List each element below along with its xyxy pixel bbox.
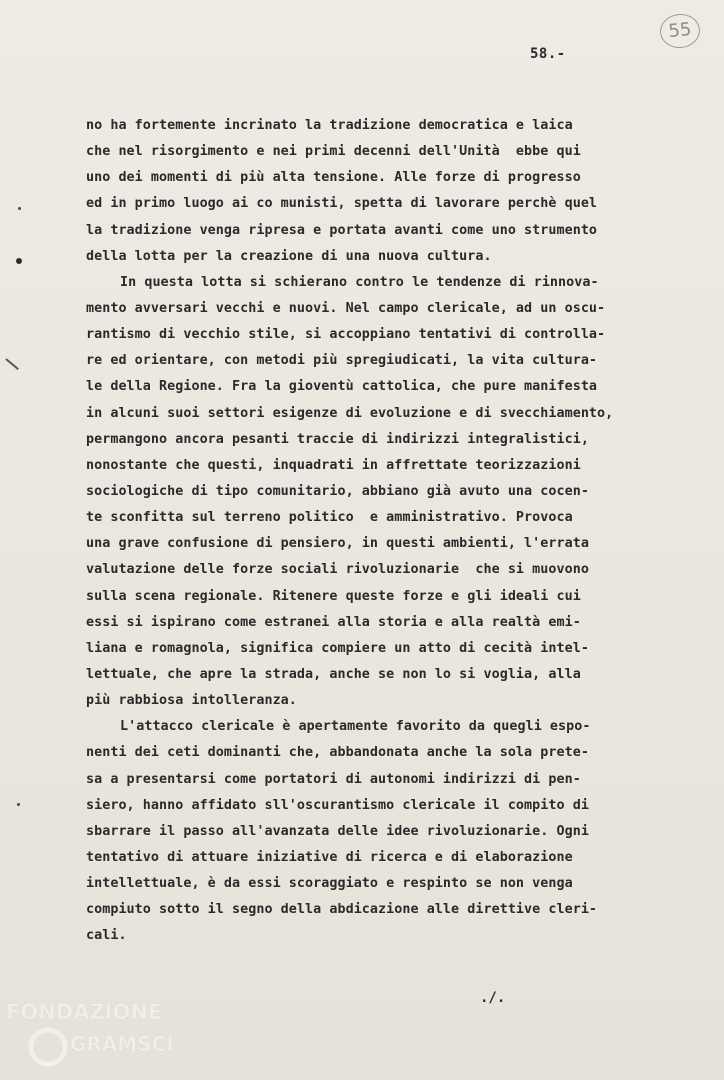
- text-line: che nel risorgimento e nei primi decenni dell'Unità ebbe qui: [86, 144, 581, 160]
- text-line: nonostante che questi, inquadrati in affrettate teorizzazioni: [86, 457, 581, 473]
- text-line: nenti dei ceti dominanti che, abbandonata anche la sola prete-: [86, 745, 589, 761]
- text-line: compiuto sotto il segno della abdicazione alle direttive cleri-: [86, 902, 598, 918]
- punch-hole-mark: [16, 258, 22, 264]
- text-line: la tradizione venga ripresa e portata avanti come uno strumento: [86, 222, 598, 238]
- page-number: 58.-: [530, 46, 566, 62]
- text-line: intellettuale, è da essi scoraggiato e respinto se non venga: [86, 876, 573, 892]
- fondazione-gramsci-watermark: [4, 995, 204, 1075]
- text-line: re ed orientare, con metodi più spregiudicati, la vita cultura-: [86, 353, 598, 369]
- text-line: te sconfitta sul terreno politico e amministrativo. Provoca: [86, 510, 573, 526]
- text-line: una grave confusione di pensiero, in questi ambienti, l'errata: [86, 536, 589, 552]
- text-line: sulla scena regionale. Ritenere queste forze e gli ideali cui: [86, 588, 581, 604]
- text-line: rantismo di vecchio stile, si accoppiano tentativi di controlla-: [86, 327, 606, 343]
- margin-tick-mark: [5, 358, 19, 370]
- margin-dot-mark-lower: [17, 803, 20, 806]
- watermark-line-1: FONDAZIONE: [6, 1000, 163, 1024]
- typed-text-body: [86, 113, 686, 950]
- text-line: permangono ancora pesanti traccie di indirizzi integralistici,: [86, 431, 589, 447]
- text-line: uno dei momenti di più alta tensione. Alle forze di progresso: [86, 170, 581, 186]
- text-line: no ha fortemente incrinato la tradizione democratica e laica: [86, 118, 573, 133]
- text-line: cali.: [86, 928, 127, 944]
- text-line: tentativo di attuare iniziative di ricerca e di elaborazione: [86, 849, 573, 865]
- text-line: siero, hanno affidato sll'oscurantismo clericale il compito di: [86, 797, 589, 813]
- continuation-mark: ./.: [480, 990, 506, 1006]
- margin-dot-mark: [18, 207, 21, 210]
- text-line: essi si ispirano come estranei alla storia e alla realtà emi-: [86, 614, 581, 630]
- text-line: L'attacco clericale è apertamente favorito da quegli espo-: [120, 719, 591, 735]
- text-line: mento avversari vecchi e nuovi. Nel campo clericale, ad un oscu-: [86, 300, 606, 316]
- text-line: In questa lotta si schierano contro le tendenze di rinnova-: [120, 274, 599, 290]
- text-line: sa a presentarsi come portatori di autonomi indirizzi di pen-: [86, 771, 581, 787]
- text-line: lettuale, che apre la strada, anche se non lo si voglia, alla: [86, 666, 581, 682]
- text-line: sbarrare il passo all'avanzata delle idee rivoluzionarie. Ogni: [86, 823, 589, 839]
- text-line: valutazione delle forze sociali rivoluzionarie che si muovono: [86, 562, 589, 578]
- text-line: della lotta per la creazione di una nuova cultura.: [86, 248, 492, 264]
- text-line: sociologiche di tipo comunitario, abbiano già avuto una cocen-: [86, 483, 589, 499]
- archive-stamp-number: 55: [658, 12, 701, 50]
- watermark-logo-icon: [4, 995, 204, 1075]
- text-line: le della Regione. Fra la gioventù cattolica, che pure manifesta: [86, 379, 598, 395]
- watermark-line-2: GRAMSCI: [70, 1032, 174, 1056]
- text-line: liana e romagnola, significa compiere un atto di cecità intel-: [86, 640, 589, 656]
- text-line: ed in primo luogo ai co munisti, spetta di lavorare perchè quel: [86, 196, 598, 212]
- text-line: più rabbiosa intolleranza.: [86, 693, 297, 709]
- text-line: in alcuni suoi settori esigenze di evoluzione e di svecchiamento,: [86, 405, 614, 421]
